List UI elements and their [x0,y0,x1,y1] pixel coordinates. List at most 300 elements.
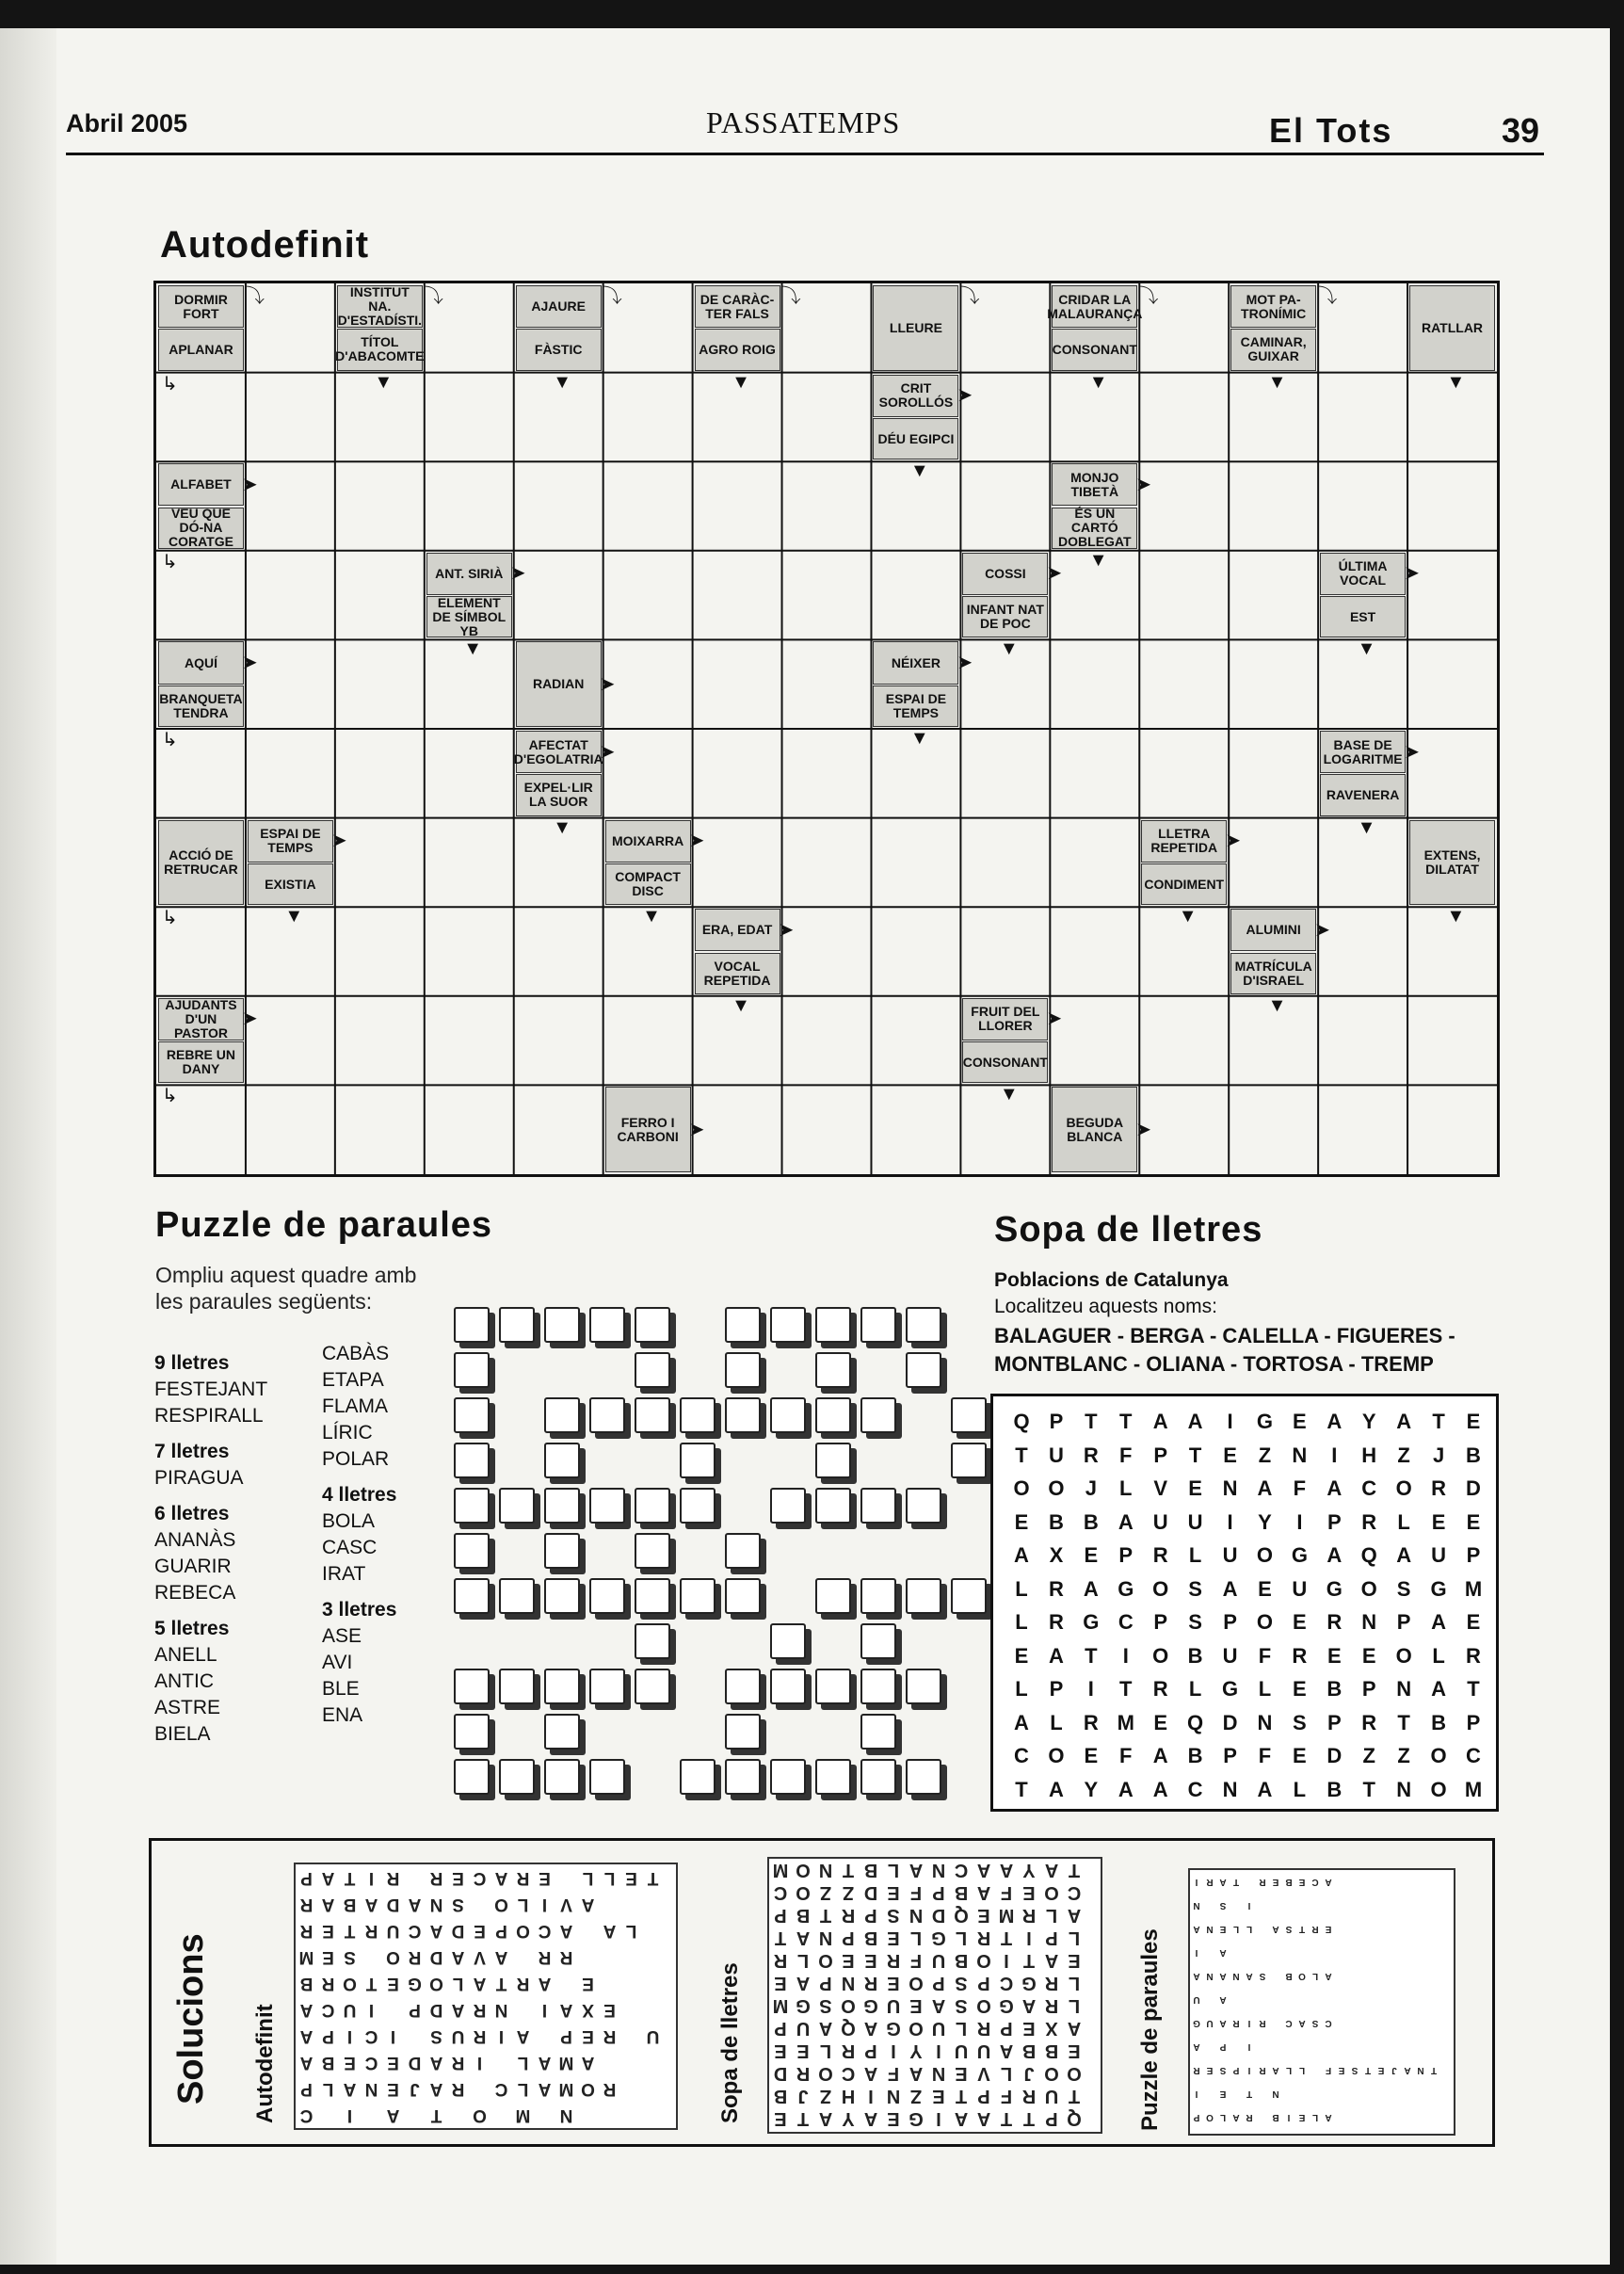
puzzle-cell[interactable] [770,1759,806,1795]
word-search-letter[interactable]: E [1188,1476,1202,1500]
puzzle-cell[interactable] [544,1443,580,1478]
word-search-letter[interactable]: X [1049,1543,1064,1567]
word-search-letter[interactable]: E [1466,1509,1481,1534]
puzzle-cell[interactable] [635,1578,670,1614]
word-search-letter[interactable]: T [1015,1443,1028,1467]
solution-letter: A [1325,1971,1332,1981]
word-search-letter[interactable]: R [1327,1610,1343,1634]
word-search-letter[interactable]: M [1464,1777,1483,1801]
solution-letter [534,2102,555,2128]
puzzle-cell[interactable] [815,1443,851,1478]
solution-letter: O [1044,1882,1059,1903]
solution-letter: I [368,2000,375,2020]
word-search-letter[interactable]: T [1119,1410,1133,1433]
puzzle-cell[interactable] [906,1352,941,1388]
word-search-letter[interactable]: E [1293,1677,1307,1701]
puzzle-cell[interactable] [860,1623,896,1659]
word-search-letter[interactable]: H [1361,1443,1377,1467]
word-search-letter[interactable]: U [1152,1509,1168,1534]
puzzle-cell[interactable] [544,1669,580,1704]
crossword-clue: DE CARÀC-TER FALS [695,285,780,328]
word-search-letter[interactable]: L [1050,1710,1063,1734]
word-search-letter[interactable]: A [1152,1410,1168,1433]
word-search-letter[interactable]: C [1014,1744,1029,1767]
word-search-letter[interactable]: L [1188,1677,1202,1701]
word-search-letter[interactable]: R [1048,1576,1064,1601]
puzzle-cell[interactable] [815,1759,851,1795]
puzzle-cell[interactable] [725,1714,761,1750]
puzzle-cell[interactable] [680,1488,716,1524]
word-search-letter[interactable]: T [1432,1410,1445,1433]
word-search-letter[interactable]: I [1227,1410,1233,1433]
solution-letter: N [494,2000,508,2020]
word-search-letter[interactable]: L [1397,1509,1410,1534]
word-search-letter[interactable]: G [1326,1576,1343,1601]
word-search-letter[interactable]: F [1258,1643,1272,1668]
word-search-letter[interactable]: R [1466,1643,1481,1668]
solution-letter: T [1232,1877,1240,1887]
puzzle-cell[interactable] [815,1669,851,1704]
word-search-letter[interactable]: P [1049,1410,1064,1433]
word-search-letter[interactable]: L [1015,1677,1028,1701]
puzzle-cell[interactable] [589,1669,625,1704]
word-search-letter[interactable]: T [1119,1677,1133,1701]
word-search-letter[interactable]: E [1466,1610,1481,1634]
word-search-letter[interactable]: S [1396,1576,1411,1601]
word-search-letter[interactable]: E [1084,1744,1099,1767]
puzzle-cell[interactable] [454,1307,490,1343]
word-search-letter[interactable]: L [1015,1576,1028,1601]
clue-arrow-icon: ➤ [509,563,526,585]
word-search-letter[interactable]: B [1048,1509,1064,1534]
word-search-letter[interactable]: I [1296,1509,1303,1534]
puzzle-cell[interactable] [770,1669,806,1704]
word-search-letter[interactable]: E [1258,1576,1272,1601]
word-search-letter[interactable]: D [1466,1476,1481,1500]
word-search-letter[interactable]: N [1292,1443,1308,1467]
puzzle-cell[interactable] [589,1759,625,1795]
word-search-letter[interactable]: A [1014,1543,1029,1567]
puzzle-cell[interactable] [951,1443,987,1478]
puzzle-cell[interactable] [725,1397,761,1433]
puzzle-cell[interactable] [454,1533,490,1569]
word-search-letter[interactable]: T [1085,1410,1098,1433]
puzzle-cell[interactable] [499,1759,535,1795]
puzzle-cell[interactable] [454,1578,490,1614]
puzzle-cell[interactable] [680,1759,716,1795]
word-search-letter[interactable]: V [1153,1476,1168,1500]
puzzle-cell[interactable] [589,1397,625,1433]
word-search-letter[interactable]: Z [1258,1443,1272,1467]
puzzle-cell[interactable] [860,1759,896,1795]
word-search-letter[interactable]: R [1152,1543,1168,1567]
puzzle-cell[interactable] [906,1759,941,1795]
word-search-letter[interactable]: A [1118,1777,1134,1801]
word-search-letter[interactable]: D [1327,1744,1343,1767]
solution-letter: J [410,2079,420,2099]
word-search-letter[interactable]: G [1256,1410,1274,1433]
word-search-letter[interactable]: U [1222,1643,1238,1668]
puzzle-cell[interactable] [906,1669,941,1704]
crossword-clue: CONSONANT [1052,329,1137,370]
puzzle-cell[interactable] [725,1759,761,1795]
puzzle-cell[interactable] [454,1397,490,1433]
solution-letter: N [1193,1900,1200,1911]
word-search-letter[interactable]: P [1153,1443,1168,1467]
solution-letter: R [1259,2018,1266,2028]
puzzle-cell[interactable] [815,1307,851,1343]
word-search-letter[interactable]: P [1466,1710,1481,1734]
puzzle-cell[interactable] [635,1669,670,1704]
word-search-letter[interactable]: Q [1187,1710,1204,1734]
solution-letter: I [1195,2089,1198,2099]
puzzle-cell[interactable] [454,1352,490,1388]
word-search-letter[interactable]: A [1327,1476,1343,1500]
puzzle-cell[interactable] [860,1669,896,1704]
puzzle-cell[interactable] [589,1307,625,1343]
word-search-letter[interactable]: F [1258,1744,1272,1767]
puzzle-cell[interactable] [544,1397,580,1433]
puzzle-cell[interactable] [680,1443,716,1478]
puzzle-cell[interactable] [725,1578,761,1614]
crossword-grid[interactable] [153,281,1500,1177]
clue-arrow-icon: ▼ [642,906,661,927]
word-search-letter[interactable]: L [1258,1677,1272,1701]
solution-letter: R [1044,1995,1059,2016]
word-search-letter[interactable]: A [1257,1476,1273,1500]
word-search-letter[interactable]: O [1013,1476,1030,1500]
solution-letter: S [452,1895,464,1914]
word-search-letter[interactable]: L [1432,1643,1445,1668]
word-search-letter[interactable]: A [1327,1410,1343,1433]
puzzle-cell[interactable] [951,1397,987,1433]
puzzle-cell[interactable] [635,1623,670,1659]
word-search-letter[interactable]: P [1361,1677,1376,1701]
solution-letter: P [1219,2041,1227,2052]
puzzle-cell[interactable] [725,1307,761,1343]
word-search-letter[interactable]: I [1122,1643,1129,1668]
puzzle-cell[interactable] [815,1488,851,1524]
word-search-letter[interactable]: E [1014,1643,1029,1668]
word-search-letter[interactable]: A [1118,1509,1134,1534]
word-search-letter[interactable]: I [1227,1509,1233,1534]
word-search-letter[interactable]: D [1222,1710,1238,1734]
word-search-letter[interactable]: E [1361,1643,1376,1668]
puzzle-cell[interactable] [906,1307,941,1343]
word-search-letter[interactable]: E [1466,1410,1481,1433]
word-search-grid[interactable] [990,1394,1499,1812]
word-search-letter[interactable]: R [1361,1710,1377,1734]
word-search-letter[interactable]: U [1048,1443,1064,1467]
solution-row [1190,1870,1454,1894]
solution-letter: L [1068,1927,1081,1948]
word-search-letter[interactable]: B [1187,1744,1203,1767]
word-search-letter[interactable]: Q [1013,1410,1030,1433]
puzzle-cell[interactable] [860,1578,896,1614]
word-search-letter[interactable]: L [1188,1543,1202,1567]
word-search-letter[interactable]: O [1152,1643,1169,1668]
word-search-letter[interactable]: T [1397,1710,1410,1734]
word-search-letter[interactable]: E [1431,1509,1446,1534]
word-search-letter[interactable]: F [1119,1744,1133,1767]
word-search-letter[interactable]: M [1464,1576,1483,1601]
word-item: ASE [322,1625,362,1647]
word-search-letter[interactable]: T [1085,1643,1098,1668]
word-search-letter[interactable]: C [1118,1610,1134,1634]
word-search-letter[interactable]: P [1049,1677,1064,1701]
puzzle-cell[interactable] [454,1488,490,1524]
solution-letter: I [1287,2112,1291,2122]
word-search-letter[interactable]: A [1222,1576,1238,1601]
word-search-letter[interactable]: A [1396,1410,1412,1433]
puzzle-cell[interactable] [499,1578,535,1614]
puzzle-cell[interactable] [454,1443,490,1478]
word-search-letter[interactable]: G [1221,1677,1239,1701]
word-search-letter[interactable]: Y [1084,1777,1099,1801]
word-search-letter[interactable]: A [1083,1576,1099,1601]
word-search-letter[interactable]: O [1048,1476,1065,1500]
word-search-letter[interactable]: Z [1397,1744,1410,1767]
puzzle-cell[interactable] [815,1397,851,1433]
puzzle-cell[interactable] [635,1397,670,1433]
word-search-letter[interactable]: C [1466,1744,1481,1767]
word-search-letter[interactable]: M [1117,1710,1134,1734]
puzzle-cell[interactable] [499,1307,535,1343]
word-search-letter[interactable]: A [1048,1643,1064,1668]
word-search-letter[interactable]: N [1396,1677,1412,1701]
word-search-letter[interactable]: A [1187,1410,1203,1433]
puzzle-cell[interactable] [544,1759,580,1795]
word-search-letter[interactable]: F [1119,1443,1133,1467]
puzzle-cell[interactable] [544,1488,580,1524]
word-search-letter[interactable]: U [1187,1509,1203,1534]
puzzle-cell[interactable] [635,1352,670,1388]
puzzle-cell[interactable] [725,1669,761,1704]
word-search-letter[interactable]: A [1431,1677,1446,1701]
word-search-letter[interactable]: U [1431,1543,1446,1567]
word-search-letter[interactable]: Z [1397,1443,1410,1467]
puzzle-cell[interactable] [725,1352,761,1388]
word-search-letter[interactable]: P [1118,1543,1134,1567]
solution-letter: O [818,2063,833,2084]
word-search-letter[interactable]: P [1327,1509,1342,1534]
word-search-letter[interactable]: F [1293,1476,1307,1500]
word-search-letter[interactable]: B [1083,1509,1099,1534]
word-search-letter[interactable]: U [1222,1543,1238,1567]
word-search-letter[interactable]: J [1432,1443,1445,1467]
word-search-letter[interactable]: A [1257,1777,1273,1801]
word-search-letter[interactable]: A [1327,1543,1343,1567]
word-search-letter[interactable]: E [1223,1443,1237,1467]
word-search-letter[interactable]: O [1395,1643,1412,1668]
solution-row [296,2049,676,2075]
puzzle-cell[interactable] [499,1669,535,1704]
solution-letter: B [954,1882,969,1903]
word-search-letter[interactable]: B [1327,1677,1343,1701]
word-search-letter[interactable]: I [1331,1443,1338,1467]
puzzle-cell[interactable] [454,1669,490,1704]
puzzle-cell[interactable] [589,1488,625,1524]
puzzle-cell[interactable] [680,1578,716,1614]
solution-letter: A [796,1973,811,1993]
word-puzzle-grid[interactable] [454,1307,957,1815]
word-search-letter[interactable]: B [1327,1777,1343,1801]
solution-letter: A [1219,1971,1227,1981]
word-search-letter[interactable]: T [1362,1777,1375,1801]
puzzle-cell[interactable] [815,1352,851,1388]
puzzle-cell[interactable] [906,1488,941,1524]
word-search-letter[interactable]: G [1118,1576,1134,1601]
word-search-letter[interactable]: E [1014,1509,1029,1534]
word-search-letter[interactable]: S [1188,1610,1202,1634]
word-search-letter[interactable]: A [1152,1744,1168,1767]
solution-letter [404,1864,426,1891]
word-search-letter[interactable]: N [1396,1777,1412,1801]
solution-row [1190,1917,1454,1941]
word-search-letter[interactable]: Y [1258,1509,1272,1534]
solution-letter: L [1068,1973,1081,1993]
solution-letter: I [1026,1927,1032,1948]
word-search-letter[interactable]: A [1048,1777,1064,1801]
word-search-letter[interactable]: O [1430,1777,1447,1801]
word-search-letter[interactable]: N [1222,1777,1238,1801]
puzzle-cell[interactable] [951,1578,987,1614]
word-search-letter[interactable]: A [1014,1710,1029,1734]
puzzle-cell[interactable] [544,1578,580,1614]
word-search-letter[interactable]: B [1431,1710,1446,1734]
word-search-letter[interactable]: P [1223,1744,1237,1767]
word-search-letter[interactable]: P [1466,1543,1481,1567]
solution-letter: A [1067,1905,1082,1926]
word-search-letter[interactable]: O [1256,1543,1274,1567]
word-search-letter[interactable]: I [1087,1677,1094,1701]
section-title: PASSATEMPS [706,105,901,139]
solution-letter: E [887,2108,900,2129]
word-search-letter[interactable]: T [1188,1443,1202,1467]
puzzle-cell[interactable] [770,1397,806,1433]
word-search-letter[interactable]: Q [1360,1543,1377,1567]
puzzle-cell[interactable] [860,1488,896,1524]
word-search-letter[interactable]: A [1152,1777,1168,1801]
word-search-row [1005,1510,1490,1535]
puzzle-cell[interactable] [589,1578,625,1614]
word-search-letter[interactable]: G [1083,1610,1100,1634]
word-search-letter[interactable]: U [1292,1576,1308,1601]
word-search-letter[interactable]: L [1293,1777,1307,1801]
puzzle-cell[interactable] [635,1307,670,1343]
word-search-letter[interactable]: E [1293,1610,1307,1634]
word-search-letter[interactable]: J [1085,1476,1097,1500]
word-search-letter[interactable]: B [1466,1443,1481,1467]
word-search-letter[interactable]: E [1084,1543,1099,1567]
word-search-letter[interactable]: O [1152,1576,1169,1601]
word-search-letter[interactable]: T [1467,1677,1480,1701]
word-search-letter[interactable]: N [1222,1476,1238,1500]
puzzle-cell[interactable] [860,1307,896,1343]
puzzle-cell[interactable] [815,1578,851,1614]
word-search-letter[interactable]: G [1291,1543,1308,1567]
solution-letter [555,1970,577,1996]
word-search-letter[interactable]: G [1430,1576,1447,1601]
puzzle-cell[interactable] [499,1488,535,1524]
word-search-letter[interactable]: O [1430,1744,1447,1767]
word-search-letter[interactable]: L [1119,1476,1133,1500]
clue-arrow-icon: ➤ [688,831,705,852]
puzzle-cell[interactable] [770,1307,806,1343]
puzzle-cell[interactable] [770,1623,806,1659]
solution-letter: S [1219,2065,1227,2075]
word-search-letter[interactable]: A [1431,1610,1446,1634]
puzzle-cell[interactable] [544,1714,580,1750]
word-search-letter[interactable]: T [1015,1777,1028,1801]
word-search-letter[interactable]: R [1048,1610,1064,1634]
word-search-letter[interactable]: C [1361,1476,1377,1500]
word-group-heading: 7 lletres [154,1441,230,1462]
solution-letter [404,2023,426,2049]
word-search-letter[interactable]: R [1431,1476,1446,1500]
word-search-letter[interactable]: P [1327,1710,1342,1734]
puzzle-cell[interactable] [860,1714,896,1750]
word-search-letter[interactable]: P [1396,1610,1411,1634]
word-search-letter[interactable]: N [1257,1710,1273,1734]
solution-letter: L [1311,2112,1319,2122]
crossword-clue: COSSI [962,553,1048,595]
word-search-letter[interactable]: R [1083,1443,1099,1467]
puzzle-cell[interactable] [860,1397,896,1433]
word-search-letter[interactable]: O [1395,1476,1412,1500]
word-search-letter[interactable]: P [1153,1610,1168,1634]
puzzle-cell[interactable] [906,1578,941,1614]
puzzle-cell[interactable] [454,1759,490,1795]
word-search-letter[interactable]: P [1223,1610,1237,1634]
word-search-letter[interactable]: Y [1361,1410,1376,1433]
word-search-letter[interactable]: O [1360,1576,1377,1601]
word-search-letter[interactable]: E [1293,1410,1307,1433]
word-search-letter[interactable]: A [1396,1543,1412,1567]
word-search-letter[interactable]: E [1153,1710,1168,1734]
word-search-letter[interactable]: O [1048,1744,1065,1767]
word-search-letter[interactable]: C [1187,1777,1203,1801]
solution-letter: P [774,1905,787,1926]
word-search-letter[interactable]: N [1361,1610,1377,1634]
word-search-letter[interactable]: R [1361,1509,1377,1534]
solution-letter: E [1338,2065,1345,2075]
puzzle-cell[interactable] [544,1533,580,1569]
solution-letter: P [300,1868,313,1888]
word-search-letter[interactable]: S [1188,1576,1202,1601]
word-search-letter[interactable]: Z [1362,1744,1375,1767]
word-search-letter[interactable]: O [1256,1610,1274,1634]
solution-letter: A [1325,2112,1332,2122]
puzzle-cell[interactable] [635,1488,670,1524]
puzzle-cell[interactable] [454,1714,490,1750]
word-search-letter[interactable]: L [1015,1610,1028,1634]
puzzle-cell[interactable] [635,1533,670,1569]
word-search-letter[interactable]: R [1083,1710,1099,1734]
puzzle-cell[interactable] [544,1307,580,1343]
word-search-letter[interactable]: E [1327,1643,1342,1668]
word-search-letter[interactable]: B [1187,1643,1203,1668]
solution-letter: L [955,2018,968,2039]
puzzle-cell[interactable] [770,1488,806,1524]
puzzle-cell[interactable] [725,1533,761,1569]
word-search-letter[interactable]: R [1292,1643,1308,1668]
crossword-clue: EST [1320,596,1406,637]
word-search-letter[interactable]: R [1152,1677,1168,1701]
word-search-letter[interactable]: E [1293,1744,1307,1767]
word-search-letter[interactable]: S [1293,1710,1307,1734]
puzzle-cell[interactable] [680,1397,716,1433]
